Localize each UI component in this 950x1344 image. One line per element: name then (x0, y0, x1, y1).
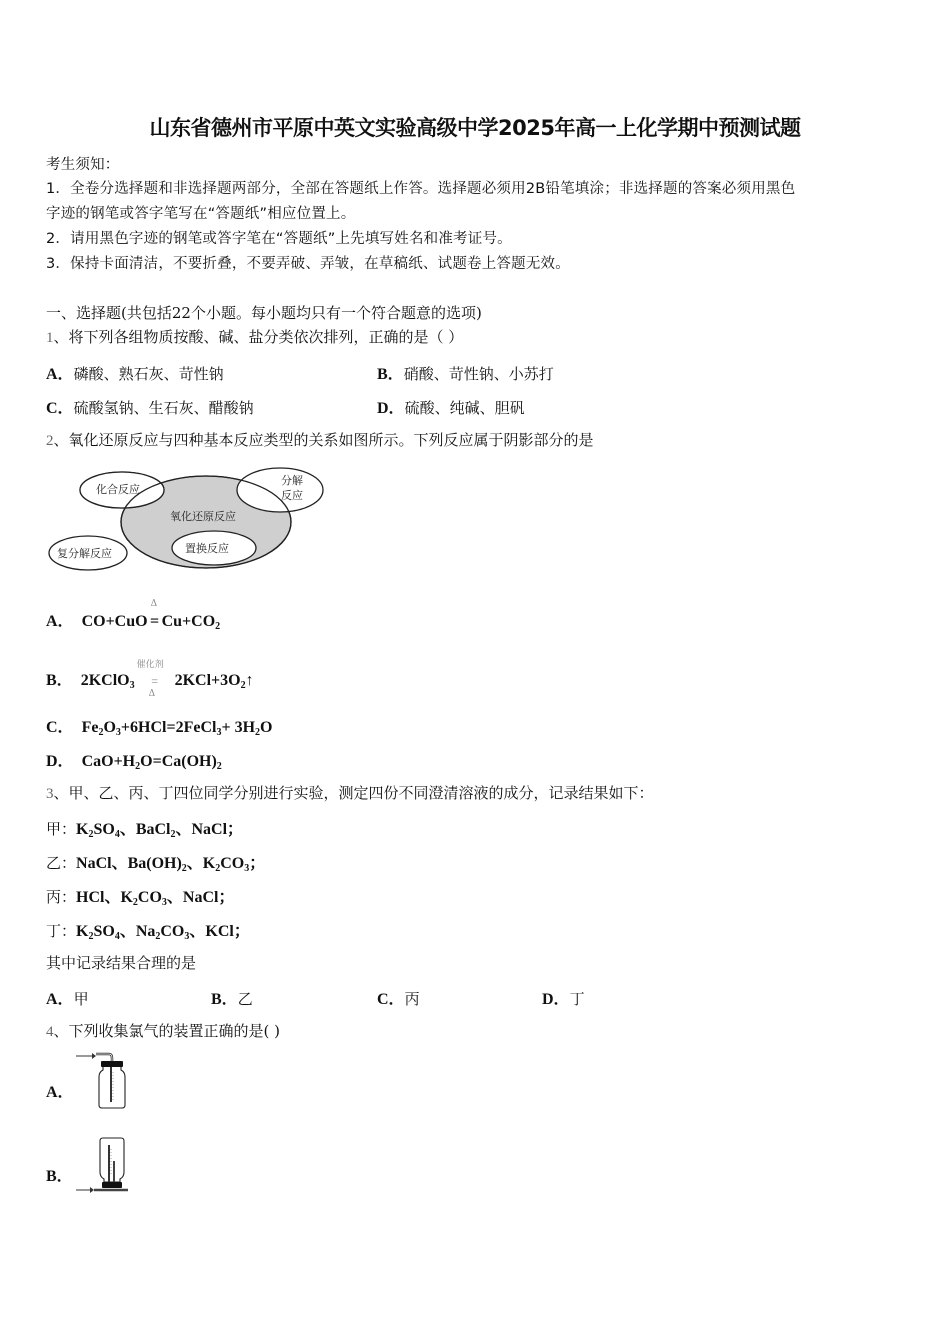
catalyst-heat-sign: 催化剂 = Δ (135, 674, 175, 689)
heat-condition: Δ (150, 599, 158, 609)
gas-collection-bottle-upright-icon (76, 1050, 128, 1114)
decomposition-label-line2: 反应 (281, 489, 303, 502)
combination-label: 化合反应 (96, 483, 140, 496)
redox-venn-diagram (48, 464, 333, 576)
formula-text: $CaO+H_2O=Ca(OH)_2$ (81, 753, 222, 772)
question-3-stem: 3、甲、乙、丙、丁四位同学分别进行实验，测定四份不同澄清溶液的成分，记录结果如下： (46, 784, 654, 802)
q2-option-b[interactable]: B． 2KClO$_3$ 催化剂 = Δ $2KCl+3O_2↑$ (46, 667, 254, 691)
notice-item-1: 1．全卷分选择题和非选择题两部分，全部在答题纸上作答。选择题必须用2B铅笔填涂；非选择题的答案必须用黑色 (46, 181, 796, 197)
question-2-stem: 2、氧化还原反应与四种基本反应类型的关系如图所示。下列反应属于阴影部分的是 (46, 431, 594, 449)
q3-record-ding: 丁：$K_2SO_4$、$Na_2CO_3$、KCl； (46, 923, 250, 942)
q3-option-c[interactable]: C．丙 (377, 990, 420, 1008)
q1-option-d[interactable]: D．硫酸、纯碱、胆矾 (377, 399, 525, 417)
gas-collection-bottle-inverted-icon (76, 1135, 128, 1199)
section-heading: 一、选择题(共包括22个小题。每小题均只有一个符合题意的选项) (46, 304, 482, 322)
catalyst-condition: 催化剂 (136, 660, 164, 670)
q1-option-b[interactable]: B．硝酸、苛性钠、小苏打 (377, 365, 554, 383)
q3-option-a[interactable]: A．甲 (46, 990, 89, 1008)
equals-heat-sign: Δ = (150, 599, 160, 630)
q3-prompt: 其中记录结果合理的是 (46, 954, 197, 972)
q3-record-yi: 乙：NaCl、$Ba(OH)_2$、$K_2CO_3$； (46, 855, 266, 874)
heat-condition: Δ (148, 689, 156, 699)
q3-option-b[interactable]: B．乙 (211, 990, 253, 1008)
question-4-stem: 4、下列收集氯气的装置正确的是( ) (46, 1022, 280, 1040)
question-number: 1 (46, 330, 54, 346)
q3-option-d[interactable]: D．丁 (542, 990, 585, 1008)
decomposition-label-line1: 分解 (281, 474, 303, 487)
q3-record-bing: 丙：HCl、$K_2CO_3$、NaCl； (46, 889, 235, 908)
q4-option-b[interactable]: B． (46, 1168, 73, 1185)
question-1-stem: 1、将下列各组物质按酸、碱、盐分类依次排列，正确的是（ ） (46, 328, 464, 346)
q2-option-a[interactable]: A． CO+CuO Δ = $Cu+CO_2$ (46, 599, 221, 632)
q1-option-a[interactable]: A．磷酸、熟石灰、苛性钠 (46, 365, 224, 383)
q4-option-a[interactable]: A． (46, 1084, 74, 1101)
decomposition-ellipse (237, 468, 323, 512)
redox-label: 氧化还原反应 (170, 510, 236, 523)
q2-option-d[interactable]: D． $CaO+H_2O=Ca(OH)_2$ (46, 753, 222, 772)
notice-item-3: 3．保持卡面清洁，不要折叠，不要弄破、弄皱，在草稿纸、试题卷上答题无效。 (46, 256, 570, 272)
page-title: 山东省德州市平原中英文实验高级中学2025年高一上化学期中预测试题 (149, 116, 801, 140)
q1-option-c[interactable]: C．硫酸氢钠、生石灰、醋酸钠 (46, 399, 254, 417)
displacement-label: 置换反应 (185, 542, 229, 555)
notice-heading: 考生须知： (46, 157, 120, 173)
q2-option-c[interactable]: C． $Fe_2O_3+6HCl=2FeCl_3+ 3H_2O$ (46, 719, 273, 738)
formula-text: $Fe_2O_3+6HCl=2FeCl_3+ 3H_2O$ (81, 719, 273, 738)
notice-item-1-cont: 字迹的钢笔或答字笔写在“答题纸”相应位置上。 (46, 206, 356, 222)
notice-item-2: 2．请用黑色字迹的钢笔或答字笔在“答题纸”上先填写姓名和准考证号。 (46, 231, 512, 247)
venn-diagram-graphic (48, 464, 333, 576)
double-decomposition-label: 复分解反应 (57, 547, 112, 560)
q3-record-jia: 甲：$K_2SO_4$、BaCl$_2$、NaCl； (46, 821, 244, 840)
